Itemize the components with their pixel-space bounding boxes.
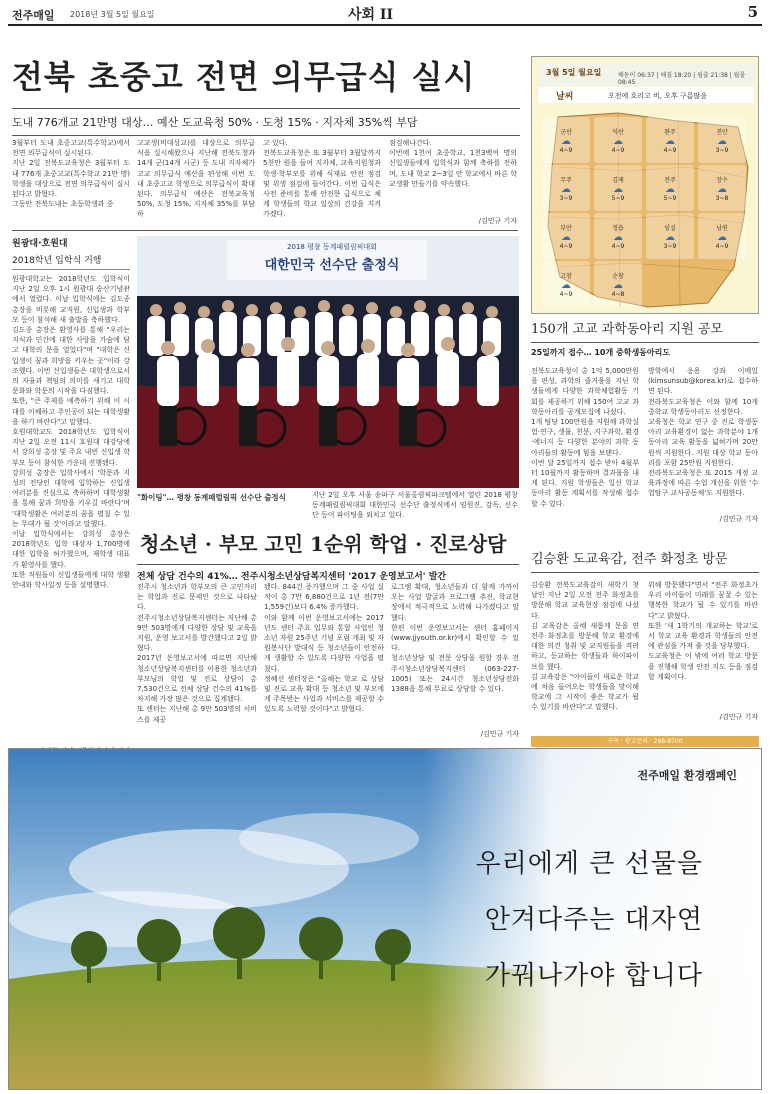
article1-col3: 고 있다. 전북도교육청은 또 3월부터 3월달까지 5천만 원을 들여 지자체, 교육지원청과 학생·학부모를 위해 식재료 안전 점검 및 위생 점검에 들어간다. 이번 급식은 사전 준비를 통해 안전한 급식으로 체계 학생들의 학교 일상의 건강을 지켜 가겠다. [263, 139, 381, 219]
ad-line3: 가꿔나가야 합니다 [484, 961, 703, 991]
city-temp: 3~9 [559, 194, 573, 202]
city-temp: 4~9 [715, 242, 729, 250]
city-name: 장수 [716, 176, 728, 184]
city-weather [698, 165, 746, 211]
cloud-rain-icon: ☁ [613, 183, 623, 195]
city-name: 고창 [560, 272, 572, 280]
cloud-rain-icon: ☁ [561, 135, 571, 147]
article2-col2: 됐다. 844건 증가했으며 그 중 사업 실적이 총 7만 6,880건으로 1년 전(7만 1,559건)보다 6.4% 증가했다. 이와 함께 이번 운영보고서에는 2017년도 센터 주요 업무와 통합 사업인 청소년 자원 25주년 기념 포럼 개최 및 자원봉사단 발대식 등 청소년들이 안전하게 생활할 수 있도록 다양한 사업을 펼쳤다. 정혜선 센터장은 "올해는 학교 로 상담 및 진로 교육 확대 등 청소년 및 부모에게 주목받는 사업과 서비스를 제공할 수 있도록 노력할 것이다"고 밝혔다. [264, 583, 384, 714]
city-weather [594, 165, 642, 211]
city-temp: 3~9 [663, 242, 677, 250]
article2-headline: 청소년 · 부모 고민 1순위 학업 · 진로상담 [140, 532, 507, 556]
cloud-rain-icon: ☁ [613, 231, 623, 243]
article1-byline: /김민규 기자 [478, 217, 517, 225]
city-weather [542, 117, 590, 163]
article2-byline: /김민규 기자 [480, 730, 519, 738]
article4-byline: /김민규 기자 [719, 713, 758, 721]
city-temp: 4~9 [559, 290, 573, 298]
article4-col1: 김승환 전북도교육감이 새학기 첫 날인 지난 2일 오전 전주 화정초를 방문해 학교 교육현장 점검에 나섰다. 김 교육감은 올해 새롭게 문을 연 전주 화정초를 방문해 학교 환경에 대한 의견 청취 및 교직원들을 격려하고, 등교하는 학생들과 하이파이브를 했다. 김 교육감은 "아이들이 새로운 학교에 처음 들어오는 학생들을 맞이해 학교에 그 시작이 좋은 학교가 될 수 있기를 바란다"고 말했다. [531, 581, 639, 712]
section-title: 사회 II [348, 7, 394, 23]
page-number: 5 [747, 3, 758, 21]
city-temp: 5~9 [611, 194, 625, 202]
city-name: 순창 [612, 272, 624, 280]
newspaper-name: 전주매일 [12, 9, 55, 22]
weather-header [538, 63, 754, 85]
city-weather [542, 213, 590, 259]
weather-date: 3월 5일 월요일 [546, 68, 602, 77]
city-weather [594, 261, 642, 307]
weather-summary: 오전에 흐리고 비, 오후 구름많음 [608, 92, 708, 100]
city-temp: 4~8 [611, 290, 625, 298]
environment-campaign-ad [8, 748, 762, 1090]
article1-subhead: 도내 776개교 21만명 대상… 예산 도교육청 50% · 도청 15% · 지자체 35%씩 부담 [12, 108, 520, 136]
page-header [8, 0, 762, 26]
left-article [12, 236, 130, 756]
city-weather [542, 165, 590, 211]
weather-today [538, 87, 754, 103]
cloud-rain-icon: ☁ [665, 135, 675, 147]
divider [531, 572, 759, 573]
city-name: 임실 [664, 224, 676, 232]
ad-campaign-title: 전주매일 환경캠페인 [637, 769, 737, 782]
left-article-title: 2018학년 입학식 거행 [12, 253, 130, 270]
city-temp: 4~9 [663, 146, 677, 154]
photo-caption-title: "화이팅"… 평창 동계패럴림픽 선수단 출정식 [137, 493, 286, 502]
city-name: 남원 [716, 224, 728, 232]
cloud-rain-icon: ☁ [717, 135, 727, 147]
banner-line2: 대한민국 선수단 출정식 [264, 258, 400, 273]
article1-headline: 전북 초중고 전면 의무급식 실시 [12, 58, 476, 96]
subscription-bar: 구독 · 광고문의 · 288-9700 [531, 736, 759, 747]
city-name: 진안 [716, 128, 728, 136]
article2-subhead: 전체 상담 건수의 41%… 전주시청소년상담복지센터 '2017 운영보고서' 발간 [137, 564, 519, 582]
city-name: 완주 [664, 128, 676, 136]
cloud-rain-icon: ☁ [561, 183, 571, 195]
city-temp: 4~9 [559, 242, 573, 250]
cloud-rain-icon: ☁ [665, 183, 675, 195]
city-name: 익산 [612, 128, 624, 136]
article4-col2: 위해 방문했다"면서 "전주 화정초가 우리 아이들이 미래를 꿈꿀 수 있는 행복한 학교가 될 수 있기를 바란다"고 밝혔다. 또한 '새 1학기의 개교하는 학교'로서 학교 교육 환경과 학생들의 안전에 관심을 가져 줄 것을 당부했다. 도교육청은 이 밖에 여러 학교 방문을 진행해 학생 안전 지도 등을 점검할 계획이다. [648, 581, 758, 681]
article1-col4: 점검해나간다. 이번에 1천여 초중학교, 1천3백여 명의 신입생들에게 입학식과 함께 축하를 전하며, 도내 학교 2~3일 안 학교에서 바른 학교생활 만들기를 약속했다. [389, 139, 517, 188]
issue-date: 2018년 3월 5일 월요일 [70, 10, 155, 19]
divider [12, 230, 518, 231]
weather-box [531, 56, 759, 314]
article1-col2: 고교생(비대상교)를 대상으로 의무급식을 실시해왔으나 지난해 전북도청과 14개 군(14개 시군) 등 도내 지자체가 고교 의무급식 예산을 편성해 이번 도내 초중고교 학생으로 의무급식이 확대된다. 의무급식 예산은 전북교육청 50%, 도청 15%, 지자체 35%를 부담하 [137, 139, 255, 219]
city-weather [594, 213, 642, 259]
weather-label: 날씨 [556, 92, 574, 102]
left-article-body: 원광대학교는 2018학년도 입학식이 지난 2일 오후 1시 원광대 숭산기념관에서 열렸다. 이날 입학식에는 김도종 총장을 비롯해 교직원, 신입생과 학부모 등이 참석해 새 출발을 축하했다. 김도종 총장은 환영사를 통해 "우리는 지식과 인간에 대한 사랑을 가슴에 담고 대학의 문을 열었다"며 "대학은 신입생이 꿈과 희망을 키우는 곳"이라 강조했다. 이번 신입생들은 대학생으로서의 자율과 책임의 의미를 새기고 대학 문화와 학문의 시작을 다짐했다. 또한, "큰 주제를 예측하기 위해 이 시대를 이해하고 주인공이 되는 대학생활을 하기 바란다"고 말했다. 호원대학교도 2018학년도 입학식이 지난 2일 오전 11시 호원대 대강당에서 강희성 총장 및 주요 내빈 신입생 학부모 등이 참석한 가운데 진행됐다. 강희성 총장은 입학사에서 '학문과 지성의 전당인 대학에 입학하는 신입생 여러분을 진심으로 축하하며 대학생활을 통해 꿈과 희망을 키우길 바란다'며 '대학생활은 여러분의 꿈을 펼칠 수 있는 무대가 될 것'이라고 말했다. 이날 입학식에서는 강희성 총장은 2018학년도 입학 대상자 1,700명에 대한 입학을 허가했으며, 재학생 대표가 환영사를 했다. 또한 직원들이 신입생들에게 대학 생활 안내와 학사일정 등을 설명했다. [12, 275, 130, 590]
city-temp: 4~9 [611, 146, 625, 154]
team-photo [137, 236, 519, 488]
city-name: 김제 [612, 176, 624, 184]
city-weather [594, 117, 642, 163]
cloud-rain-icon: ☁ [561, 279, 571, 291]
city-weather [698, 213, 746, 259]
article3-subhead: 25일까지 접수… 10개 중학생동아리도 [531, 342, 759, 358]
cloud-rain-icon: ☁ [561, 231, 571, 243]
city-weather [542, 261, 590, 307]
ad-line2: 안겨다주는 대자연 [484, 905, 703, 935]
weather-sun-moon: 해돋이 06:37 | 해짐 18:20 | 월출 21:38 | 월몰 08:45 [618, 72, 746, 86]
article2-col3: 로그램 확대, 청소년들과 더 함께 가까이 오는 사업 발굴과 프로그램 추진, 학교현장에서 적극적으로 노력해 나가겠다고 말했다. 한편 이번 운영보고서는 센터 홈페이지(www.jjyouth.or.kr)에서 확인할 수 있다. 청소년상담 및 전문 상담을 원할 경우 전주시청소년상담복지센터 (063-227-1005) 또는 24시간 청소년상담전화 1388을 통해 무료로 상담할 수 있다. [391, 583, 519, 694]
article3-byline: /김민규 기자 [719, 515, 758, 523]
city-name: 군산 [560, 128, 572, 136]
city-weather [698, 117, 746, 163]
city-weather [646, 165, 694, 211]
banner-line1: 2018 평창 동계패럴림픽대회 [287, 243, 377, 251]
city-name: 정읍 [612, 224, 624, 232]
weather-city-grid [542, 117, 752, 307]
city-weather [646, 117, 694, 163]
city-name: 전주 [664, 176, 676, 184]
article3-col1: 전북도교육청이 총 1억 5,000만원을 편성, 과학의 즐거움을 지닌 학생들에게 다양한 과학체험활동 기회를 제공하기 위해 150여 고교 과학동아리를 공개모집에 나섰다. 1개 팀당 100만원을 지원해 과학실험·연구, 생물, 천문, 지구과학, 환경·에너지 등 다양한 분야의 과학 동아리들의 활동에 힘을 보탠다. 이번 달 25일까지 접수 받아 4월부터 10월까지 활동하며 결과물을 내게 된다. 지원 학생들은 일선 학교 동아리 활동 계획서를 작성해 접수할 수 있다. [531, 367, 639, 508]
photo-caption-text: 지난 2일 오후 서울 송파구 서울올림픽파크텔에서 열린 2018 평창 동계패럴림픽대회 대한민국 선수단 출정식에서 임원진, 감독, 선수단 등이 파이팅을 외치고 있다. [312, 491, 518, 520]
article2-col1: 전주시 청소년과 학부모의 큰 고민거리는 학업과 진로 문제인 것으로 나타났다. 전주시청소년상담복지센터는 지난해 총 9만 503명에게 다양한 상담 및 교육을 지원, 운영 보고서를 발간했다고 2일 밝혔다. 2017년 운영보고서에 따르면 지난해 청소년상담복지센터를 이용한 청소년과 부모님의 학업 및 진로 상담이 총 7,530건으로 전체 상담 건수의 41%를 차지해 가장 많은 것으로 집계됐다. 또 센터는 지난해 총 9만 503명의 서비스를 제공 [137, 583, 257, 724]
left-article-kicker: 원광대·호원대 [12, 239, 68, 249]
city-name: 무주 [560, 176, 572, 184]
article4-headline: 김승환 도교육감, 전주 화정초 방문 [531, 552, 728, 567]
ad-line1: 우리에게 큰 선물을 [475, 849, 703, 879]
article3-headline: 150개 고교 과학동아리 지원 공모 [531, 322, 724, 337]
city-weather [646, 213, 694, 259]
cloud-rain-icon: ☁ [665, 231, 675, 243]
city-temp: 4~9 [559, 146, 573, 154]
city-temp: 4~9 [611, 242, 625, 250]
city-temp: 3~8 [715, 194, 729, 202]
cloud-rain-icon: ☁ [613, 135, 623, 147]
city-temp: 3~9 [715, 146, 729, 154]
article3-col2: 방학에서 응용 강좌 이메일(kimsunsub@korea.kr)로 접수하면 된다. 전라북도교육청은 이와 함께 10개 중학교 학생동아리도 선정한다. 교육청은 학교 연구 중 진로 학생동아리 교육환경이 없는 과학분야 1개 동아리 교육 활동을 넓혀가며 20만원씩 지원한다. 지원 대상 학교 동아리를 포함 25만원 지원한다. 전라북도교육청은 또 2015 개정 교육과정에 따른 수업 개선을 위한 '수업탐구 교사공동체'도 지원한다. [648, 367, 758, 498]
city-temp: 5~9 [663, 194, 677, 202]
article1-col1: 3월부터 도내 초중고교(특수학교)에서 전면 의무급식이 실시된다. 지난 2일 전북도교육청은 3월부터 도내 776개 초중고교(특수학교 21만 명) 학생을 대상으로 전면 의무급식이 실시된다고 밝혔다. 그동안 전북도내는 초등학생과 중 [12, 139, 130, 209]
cloud-rain-icon: ☁ [613, 279, 623, 291]
city-name: 부안 [560, 224, 572, 232]
cloud-rain-icon: ☁ [717, 231, 727, 243]
cloud-rain-icon: ☁ [717, 183, 727, 195]
